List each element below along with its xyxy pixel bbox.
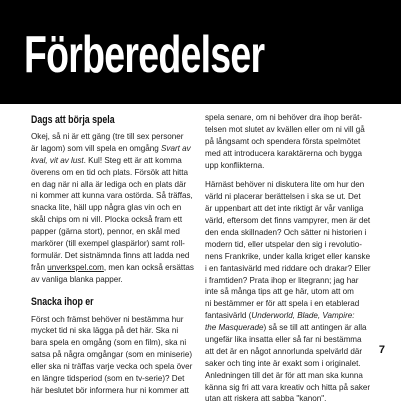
title-references-italic: Underworld, Blade, Vampire: [251,311,355,321]
text-line: Anledningen till det är för att man ska kunna [205,370,363,380]
left-column [31,112,195,397]
text-line: bara spela en omgång (som en film), ska ni [31,338,187,348]
text-line: fantasivärld (Underworld, Blade, Vampire: [205,311,355,321]
paragraph-talk-it-over [31,314,195,397]
text-line: kval, vit av lust. Kul! Steg ett är att komma [31,155,182,165]
text-line: snacka lite, häll upp några glas vin och en [31,203,182,213]
text-line: Först och främst behöver ni bestämma hur [31,314,184,324]
text-line: den enda skillnaden? Och sätter ni historien i [205,228,367,238]
text-line: i en fantasivärld med riddare och drakar? Eller [205,263,371,273]
paragraph-world-setting [205,179,373,405]
text-line: markörer (till exempel glaspärlor) samt roll- [31,239,185,249]
text-line: att det är en något annorlunda spelvärld där [205,346,363,356]
text-line: överens om en tid och plats. Försök att hitta [31,167,189,177]
section-heading-start-playing: Dags att börja spela [31,114,115,126]
page-title: Förberedelser [24,26,265,84]
title-references-italic: the Masquerade [205,323,264,333]
text-line: en dag när ni alla är lediga och en plats där [31,179,187,189]
text-line: formulär. Det sistnämnda finns att ladda ned [31,250,190,260]
text-line: Okej, så ni är ett gäng (tre till sex personer [31,132,184,141]
text-line: en längre tidsperiod (som en tv-serie)? Det [31,374,185,384]
text-line: med att introducera karaktärerna och bygga [205,148,363,158]
page-number: 7 [378,344,385,356]
game-title-italic: Svart av [161,143,191,153]
text-line: är lagom) som vill spela en omgång Svart av [31,143,191,153]
text-line: i framtiden? Prata ihop er litegrann; jag har [205,275,359,285]
text-line: telsen mot slutet av kvällen eller om ni vill gå [205,124,365,134]
text-line: ni kommer att kunna vara ostörda. Så träffas, [31,191,193,201]
paragraph-session-length [205,112,373,171]
section-heading-talk-it-over: Snacka ihop er [31,295,94,308]
text-line: upp konflikterna. [205,160,265,170]
text-line: eller ska ni träffas varje vecka och spela över [31,362,193,372]
text-line: på långsamt och spendera första spelmötet [205,136,361,146]
text-line: från unverkspel.com, men kan också ersättas [31,262,194,272]
text-line: spela senare, om ni behöver dra ihop berät- [205,113,363,122]
game-title-italic: kval, vit av lust [31,155,84,165]
text-line: värld ni placerar berättelsen i ska se ut. Det [205,192,361,202]
right-column [205,112,373,405]
text-line: skål chips om ni vill. Plocka också fram ett [31,215,183,225]
text-line: ungefär lika insatta eller så far ni bestämma [205,335,362,345]
text-line: saker och ting inte är exakt som i originalet. [205,358,361,368]
text-line: the Masquerade) så se till att antingen är alla [205,323,367,333]
text-line: satsa på några omgångar (som en miniserie) [31,350,193,360]
text-line: av vanliga blanka papper. [31,274,123,284]
text-line: här beslutet bör informera hur ni kommer att [31,385,189,395]
website-link[interactable]: unverkspel.com [47,262,104,272]
text-line: värld, eftersom det finns vampyrer, men är det [205,216,371,226]
text-line: inte så många tips att ge här, utom att om [205,287,354,297]
paragraph-start-playing [31,131,195,286]
title-banner [0,0,401,104]
text-line: är uppenbart att det inte riktigt är vår vanliga [205,204,364,214]
text-line: modern tid, eller utspelar den sig i revolutio- [205,239,363,249]
text-line: Härnäst behöver ni diskutera lite om hur den [205,180,365,190]
text-line: papper (gärna stort), pennor, en skål med [31,227,180,237]
text-line: mycket tid ni ska lägga på det här. Ska ni [31,326,179,336]
text-line: känna sig fri att vara kreativ och hitta på saker [205,382,371,392]
text-line: utan att riskera att sabba "kanon". [205,394,327,404]
text-line: ni bestämmer er för att spela i en etablerad [205,299,360,309]
text-line: nens Frankrike, under kalla kriget eller kanske [205,251,371,261]
